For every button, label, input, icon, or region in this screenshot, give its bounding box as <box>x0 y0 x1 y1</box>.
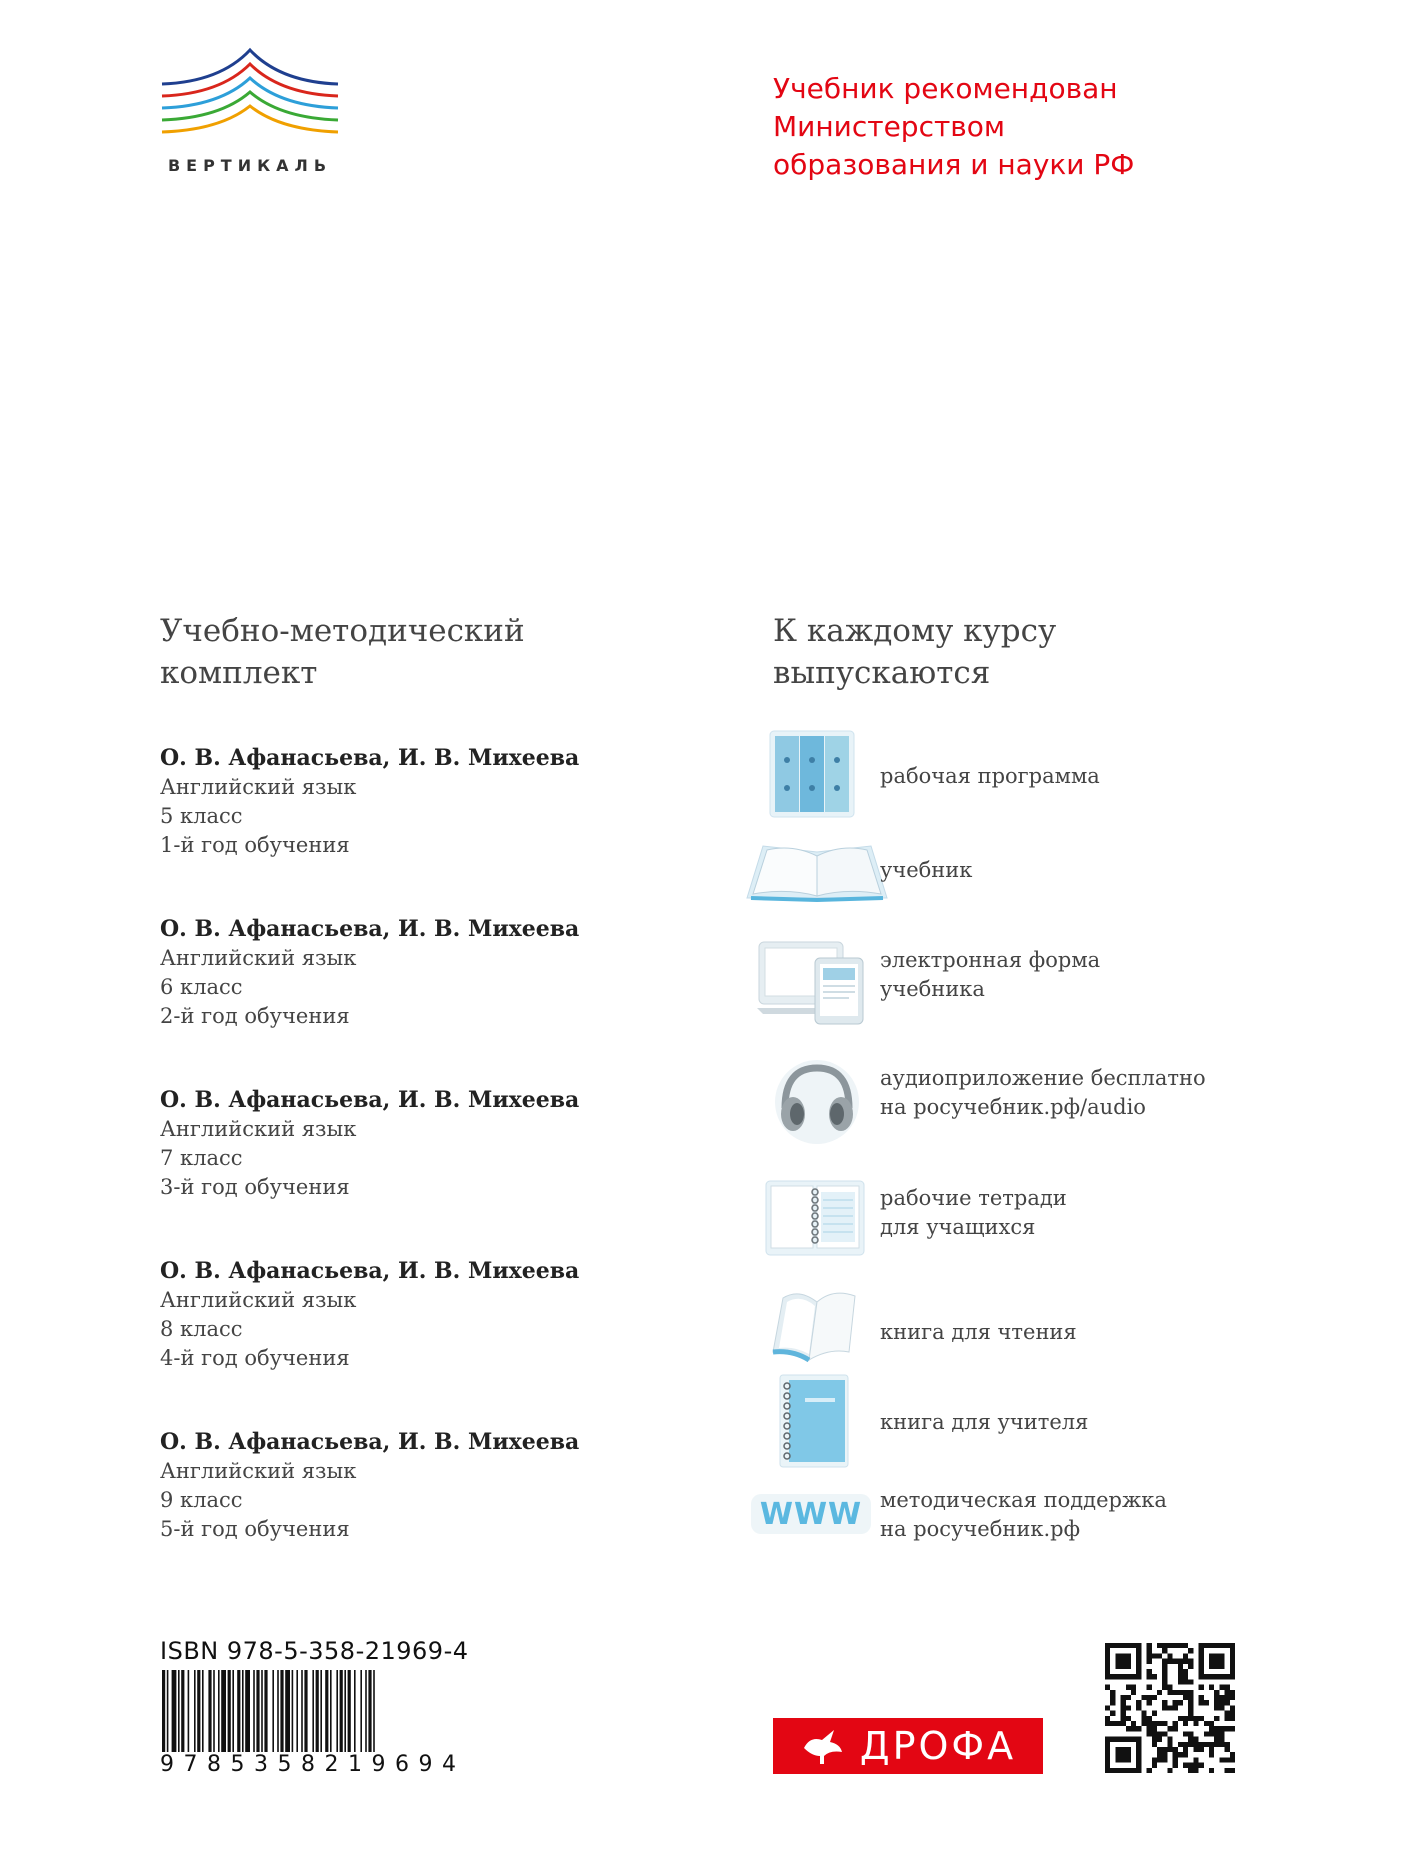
qr-module <box>1178 1752 1183 1757</box>
qr-module <box>1183 1716 1188 1721</box>
qr-module <box>1162 1752 1167 1757</box>
qr-module <box>1157 1747 1162 1752</box>
materials-list <box>743 722 1263 1562</box>
qr-module <box>1199 1742 1204 1747</box>
course-grade: 9 класс <box>160 1488 243 1512</box>
recommendation-line: Министерством <box>773 110 1006 143</box>
qr-module <box>1183 1721 1188 1726</box>
qr-module <box>1230 1716 1235 1721</box>
material-line: учебника <box>880 977 985 1001</box>
qr-module <box>1209 1721 1214 1726</box>
material-line: аудиоприложение бесплатно <box>880 1066 1206 1090</box>
material-label <box>880 946 1100 1004</box>
qr-module <box>1121 1695 1126 1700</box>
open-book-icon <box>743 838 891 908</box>
qr-module <box>1167 1747 1172 1752</box>
qr-module <box>1219 1705 1224 1710</box>
qr-module <box>1214 1742 1219 1747</box>
publisher-logo <box>773 1718 1043 1774</box>
qr-module <box>1199 1716 1204 1721</box>
qr-module <box>1188 1742 1193 1747</box>
qr-module <box>1162 1685 1167 1690</box>
qr-module <box>1167 1643 1172 1648</box>
qr-module <box>1152 1721 1157 1726</box>
logo-name: ВЕРТИКАЛЬ <box>167 156 333 175</box>
qr-module <box>1199 1685 1204 1690</box>
devices-icon <box>757 940 867 1030</box>
qr-module <box>1188 1716 1193 1721</box>
qr-module <box>1225 1726 1230 1731</box>
qr-module <box>1178 1674 1183 1679</box>
qr-module <box>1162 1721 1167 1726</box>
qr-module <box>1193 1763 1198 1768</box>
qr-module <box>1188 1690 1193 1695</box>
qr-module <box>1188 1731 1193 1736</box>
qr-module <box>1141 1721 1146 1726</box>
qr-module <box>1230 1752 1235 1757</box>
qr-module <box>1173 1757 1178 1762</box>
qr-module <box>1178 1690 1183 1695</box>
qr-module <box>1219 1726 1224 1731</box>
course-year: 3-й год обучения <box>160 1175 350 1199</box>
qr-module <box>1126 1716 1131 1721</box>
qr-module <box>1188 1659 1193 1664</box>
headphones-icon <box>773 1058 861 1148</box>
qr-module <box>1131 1690 1136 1695</box>
qr-module <box>1110 1711 1115 1716</box>
qr-module <box>1157 1752 1162 1757</box>
qr-module <box>1141 1716 1146 1721</box>
qr-module <box>1173 1752 1178 1757</box>
qr-module <box>1147 1726 1152 1731</box>
qr-module <box>1188 1711 1193 1716</box>
qr-finder-inner <box>1209 1653 1225 1669</box>
qr-module <box>1183 1742 1188 1747</box>
qr-module <box>1110 1721 1115 1726</box>
publisher-name: ДРОФА <box>859 1724 1017 1768</box>
qr-module <box>1178 1679 1183 1684</box>
qr-module <box>1162 1731 1167 1736</box>
qr-module <box>1173 1747 1178 1752</box>
qr-module <box>1121 1716 1126 1721</box>
qr-module <box>1162 1674 1167 1679</box>
qr-module <box>1136 1705 1141 1710</box>
qr-module <box>1178 1664 1183 1669</box>
qr-module <box>1178 1700 1183 1705</box>
isbn-label: ISBN 978-5-358-21969-4 <box>160 1637 469 1665</box>
teacher-book-icon <box>779 1374 849 1472</box>
material-line: книга для чтения <box>880 1320 1077 1344</box>
qr-module <box>1219 1685 1224 1690</box>
qr-module <box>1209 1731 1214 1736</box>
qr-module <box>1152 1726 1157 1731</box>
qr-module <box>1162 1648 1167 1653</box>
qr-module <box>1162 1757 1167 1762</box>
qr-module <box>1209 1752 1214 1757</box>
qr-module <box>1152 1757 1157 1762</box>
qr-module <box>1183 1653 1188 1658</box>
qr-module <box>1230 1757 1235 1762</box>
course-year: 1-й год обучения <box>160 833 350 857</box>
qr-module <box>1115 1721 1120 1726</box>
qr-module <box>1193 1721 1198 1726</box>
qr-module <box>1157 1757 1162 1762</box>
qr-module <box>1105 1716 1110 1721</box>
qr-module <box>1121 1711 1126 1716</box>
material-line: книга для учителя <box>880 1410 1089 1434</box>
qr-module <box>1183 1659 1188 1664</box>
qr-module <box>1193 1716 1198 1721</box>
qr-module <box>1147 1731 1152 1736</box>
qr-module <box>1183 1674 1188 1679</box>
materials-title-line: выпускаются <box>773 655 991 691</box>
course-grade: 7 класс <box>160 1146 243 1170</box>
qr-module <box>1188 1648 1193 1653</box>
qr-module <box>1121 1721 1126 1726</box>
qr-module <box>1193 1747 1198 1752</box>
www-icon <box>751 1494 871 1534</box>
material-line: методическая поддержка <box>880 1488 1167 1512</box>
qr-module <box>1147 1653 1152 1658</box>
qr-module <box>1214 1700 1219 1705</box>
qr-module <box>1199 1747 1204 1752</box>
qr-module <box>1173 1763 1178 1768</box>
qr-module <box>1209 1685 1214 1690</box>
qr-module <box>1193 1737 1198 1742</box>
qr-module <box>1225 1711 1230 1716</box>
qr-module <box>1183 1643 1188 1648</box>
qr-module <box>1126 1726 1131 1731</box>
qr-module <box>1219 1757 1224 1762</box>
qr-module <box>1188 1737 1193 1742</box>
qr-module <box>1188 1695 1193 1700</box>
qr-module <box>1209 1747 1214 1752</box>
qr-module <box>1214 1705 1219 1710</box>
qr-module <box>1126 1685 1131 1690</box>
qr-module <box>1162 1664 1167 1669</box>
qr-module <box>1147 1768 1152 1773</box>
vertikal-logo <box>160 46 340 182</box>
material-line: на росучебник.рф <box>880 1517 1081 1541</box>
qr-module <box>1162 1643 1167 1648</box>
qr-module <box>1204 1742 1209 1747</box>
qr-module <box>1178 1643 1183 1648</box>
qr-module <box>1230 1695 1235 1700</box>
course-subject: Английский язык <box>160 1117 357 1141</box>
qr-module <box>1173 1643 1178 1648</box>
qr-module <box>1193 1742 1198 1747</box>
qr-module <box>1219 1742 1224 1747</box>
qr-module <box>1131 1726 1136 1731</box>
qr-module <box>1214 1690 1219 1695</box>
qr-module <box>1225 1685 1230 1690</box>
qr-module <box>1157 1653 1162 1658</box>
www-label: WWW <box>759 1496 863 1532</box>
qr-module <box>1141 1711 1146 1716</box>
qr-module <box>1152 1737 1157 1742</box>
ministry-recommendation <box>773 70 1333 184</box>
qr-module <box>1173 1659 1178 1664</box>
qr-module <box>1188 1679 1193 1684</box>
qr-module <box>1183 1747 1188 1752</box>
qr-module <box>1157 1737 1162 1742</box>
material-label <box>880 1486 1167 1544</box>
qr-module <box>1225 1695 1230 1700</box>
qr-code <box>1105 1643 1235 1773</box>
qr-module <box>1225 1700 1230 1705</box>
bird-icon <box>800 1726 846 1766</box>
qr-module <box>1219 1695 1224 1700</box>
qr-module <box>1105 1705 1110 1710</box>
qr-module <box>1131 1721 1136 1726</box>
qr-module <box>1209 1742 1214 1747</box>
course-subject: Английский язык <box>160 1288 357 1312</box>
qr-module <box>1193 1757 1198 1762</box>
qr-module <box>1167 1768 1172 1773</box>
course-entry <box>160 744 640 915</box>
material-line: рабочие тетради <box>880 1186 1067 1210</box>
qr-module <box>1199 1695 1204 1700</box>
course-author: О. В. Афанасьева, И. В. Михеева <box>160 1087 580 1113</box>
qr-module <box>1219 1700 1224 1705</box>
qr-module <box>1183 1679 1188 1684</box>
course-author: О. В. Афанасьева, И. В. Михеева <box>160 1258 580 1284</box>
qr-finder-inner <box>1115 1747 1131 1763</box>
qr-module <box>1183 1695 1188 1700</box>
qr-module <box>1173 1721 1178 1726</box>
qr-module <box>1183 1752 1188 1757</box>
qr-module <box>1152 1711 1157 1716</box>
qr-module <box>1147 1685 1152 1690</box>
qr-module <box>1167 1726 1172 1731</box>
qr-module <box>1188 1700 1193 1705</box>
qr-module <box>1230 1726 1235 1731</box>
course-author: О. В. Афанасьева, И. В. Михеева <box>160 1429 580 1455</box>
qr-module <box>1209 1768 1214 1773</box>
qr-module <box>1188 1705 1193 1710</box>
qr-module <box>1167 1659 1172 1664</box>
qr-module <box>1110 1695 1115 1700</box>
qr-module <box>1178 1659 1183 1664</box>
qr-module <box>1173 1726 1178 1731</box>
qr-module <box>1157 1643 1162 1648</box>
barcode-digits: 9785358219694 <box>160 1752 466 1777</box>
course-subject: Английский язык <box>160 1459 357 1483</box>
course-list <box>160 744 640 1599</box>
qr-module <box>1167 1742 1172 1747</box>
qr-module <box>1126 1695 1131 1700</box>
qr-finder-inner <box>1115 1653 1131 1669</box>
reading-book-icon <box>769 1282 861 1370</box>
material-line: учебник <box>880 858 973 882</box>
qr-module <box>1173 1690 1178 1695</box>
course-entry <box>160 1086 640 1257</box>
qr-module <box>1199 1763 1204 1768</box>
qr-module <box>1199 1700 1204 1705</box>
qr-module <box>1178 1716 1183 1721</box>
qr-module <box>1147 1643 1152 1648</box>
qr-module <box>1126 1705 1131 1710</box>
course-entry <box>160 915 640 1086</box>
kit-title-line: Учебно-методический <box>160 613 525 649</box>
qr-module <box>1214 1716 1219 1721</box>
qr-module <box>1167 1690 1172 1695</box>
material-label <box>880 856 972 885</box>
course-grade: 8 класс <box>160 1317 243 1341</box>
qr-module <box>1178 1669 1183 1674</box>
qr-module <box>1214 1695 1219 1700</box>
recommendation-line: образования и науки РФ <box>773 148 1135 181</box>
course-subject: Английский язык <box>160 775 357 799</box>
qr-module <box>1173 1700 1178 1705</box>
qr-module <box>1157 1731 1162 1736</box>
qr-module <box>1188 1763 1193 1768</box>
kit-section-title <box>160 610 640 694</box>
material-line: рабочая программа <box>880 764 1100 788</box>
qr-module <box>1219 1737 1224 1742</box>
course-entry <box>160 1428 640 1599</box>
qr-module <box>1214 1737 1219 1742</box>
material-label <box>880 1064 1206 1122</box>
qr-module <box>1204 1721 1209 1726</box>
qr-module <box>1183 1763 1188 1768</box>
qr-module <box>1147 1669 1152 1674</box>
qr-module <box>1193 1768 1198 1773</box>
qr-module <box>1147 1659 1152 1664</box>
material-label <box>880 1184 1067 1242</box>
material-line: электронная форма <box>880 948 1101 972</box>
qr-module <box>1136 1700 1141 1705</box>
qr-module <box>1136 1726 1141 1731</box>
qr-module <box>1147 1695 1152 1700</box>
qr-module <box>1131 1685 1136 1690</box>
qr-module <box>1173 1705 1178 1710</box>
course-year: 5-й год обучения <box>160 1517 350 1541</box>
qr-module <box>1147 1648 1152 1653</box>
course-year: 4-й год обучения <box>160 1346 350 1370</box>
qr-module <box>1141 1695 1146 1700</box>
materials-section-title <box>773 610 1253 694</box>
qr-module <box>1188 1768 1193 1773</box>
qr-module <box>1225 1747 1230 1752</box>
course-grade: 6 класс <box>160 975 243 999</box>
qr-module <box>1225 1690 1230 1695</box>
qr-module <box>1152 1731 1157 1736</box>
qr-module <box>1110 1690 1115 1695</box>
qr-module <box>1157 1690 1162 1695</box>
material-label <box>880 1318 1077 1347</box>
qr-module <box>1230 1690 1235 1695</box>
material-line: для учащихся <box>880 1215 1036 1239</box>
course-year: 2-й год обучения <box>160 1004 350 1028</box>
qr-module <box>1147 1721 1152 1726</box>
binders-icon <box>769 730 855 822</box>
qr-module <box>1225 1757 1230 1762</box>
qr-module <box>1204 1731 1209 1736</box>
qr-module <box>1147 1674 1152 1679</box>
qr-module <box>1162 1659 1167 1664</box>
material-label <box>880 1408 1088 1437</box>
qr-module <box>1183 1669 1188 1674</box>
qr-module <box>1162 1700 1167 1705</box>
qr-module <box>1162 1679 1167 1684</box>
qr-module <box>1162 1747 1167 1752</box>
qr-module <box>1121 1700 1126 1705</box>
qr-module <box>1152 1763 1157 1768</box>
logo-arches-icon <box>160 46 340 152</box>
qr-module <box>1209 1726 1214 1731</box>
qr-module <box>1162 1669 1167 1674</box>
course-entry <box>160 1257 640 1428</box>
qr-module <box>1225 1742 1230 1747</box>
qr-module <box>1225 1716 1230 1721</box>
qr-module <box>1110 1700 1115 1705</box>
qr-module <box>1204 1700 1209 1705</box>
qr-module <box>1152 1742 1157 1747</box>
qr-module <box>1230 1705 1235 1710</box>
qr-module <box>1183 1690 1188 1695</box>
notebook-icon <box>765 1180 865 1260</box>
qr-module <box>1219 1731 1224 1736</box>
qr-module <box>1167 1685 1172 1690</box>
course-author: О. В. Афанасьева, И. В. Михеева <box>160 916 580 942</box>
qr-module <box>1152 1674 1157 1679</box>
material-line: на росучебник.рф/audio <box>880 1095 1146 1119</box>
course-grade: 5 класс <box>160 804 243 828</box>
qr-module <box>1183 1731 1188 1736</box>
qr-module <box>1188 1664 1193 1669</box>
qr-module <box>1225 1768 1230 1773</box>
qr-module <box>1214 1731 1219 1736</box>
qr-module <box>1152 1695 1157 1700</box>
qr-module <box>1178 1742 1183 1747</box>
material-label <box>880 762 1100 791</box>
kit-title-line: комплект <box>160 655 318 691</box>
qr-module <box>1230 1768 1235 1773</box>
qr-module <box>1167 1705 1172 1710</box>
recommendation-line: Учебник рекомендован <box>773 72 1118 105</box>
qr-module <box>1230 1711 1235 1716</box>
course-author: О. В. Афанасьева, И. В. Михеева <box>160 745 580 771</box>
qr-module <box>1105 1685 1110 1690</box>
course-subject: Английский язык <box>160 946 357 970</box>
qr-module <box>1162 1705 1167 1710</box>
qr-module <box>1167 1737 1172 1742</box>
qr-module <box>1214 1726 1219 1731</box>
qr-module <box>1157 1721 1162 1726</box>
qr-module <box>1152 1653 1157 1658</box>
qr-module <box>1121 1705 1126 1710</box>
qr-module <box>1105 1721 1110 1726</box>
qr-module <box>1147 1716 1152 1721</box>
qr-module <box>1147 1700 1152 1705</box>
qr-module <box>1167 1653 1172 1658</box>
materials-title-line: К каждому курсу <box>773 613 1057 649</box>
